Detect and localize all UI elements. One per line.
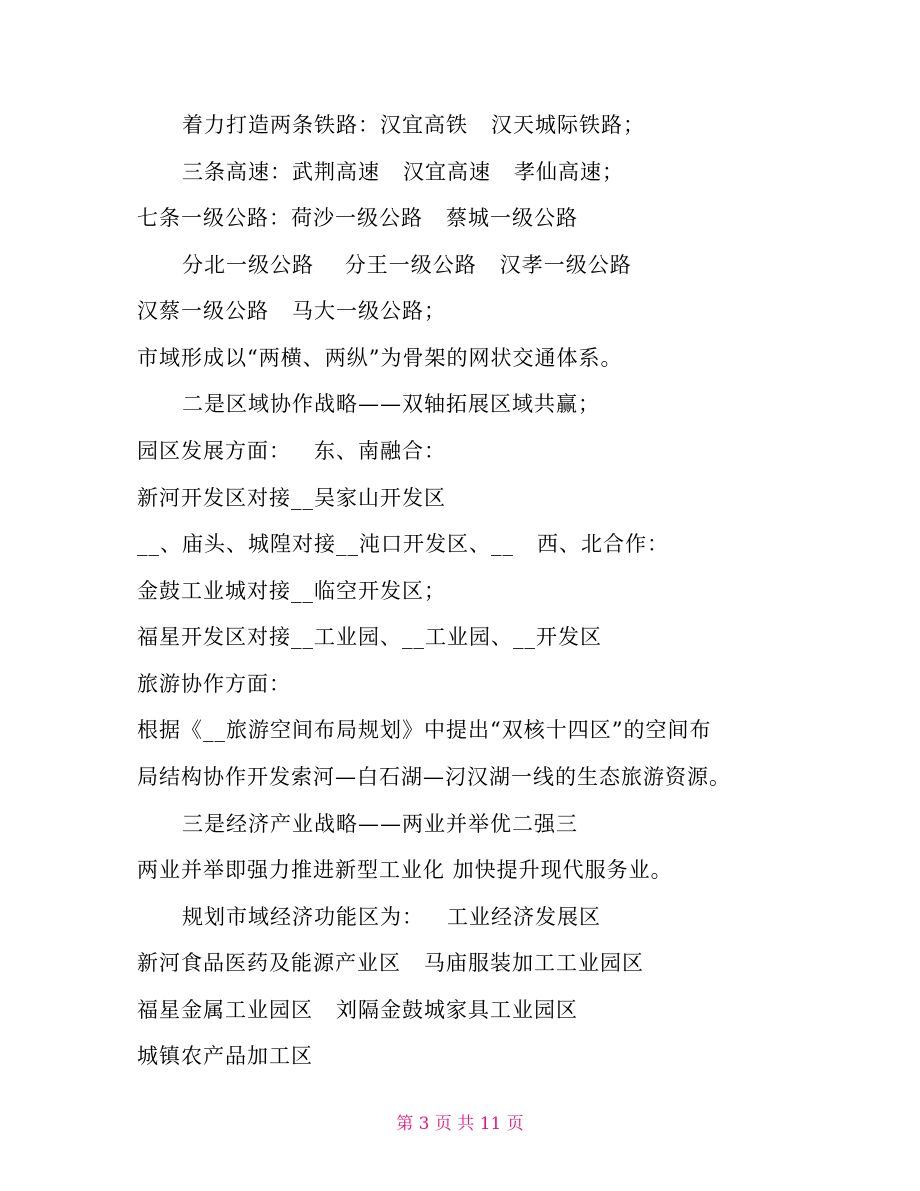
text-line-park-development: 园区发展方面： 东、南融合： — [137, 439, 447, 463]
text-line-railways: 着力打造两条铁路：汉宜高铁 汉天城际铁路； — [182, 113, 646, 137]
text-line-transport-system: 市域形成以“两横、两纵”为骨架的网状交通体系。 — [137, 346, 623, 370]
text-line-two-industries: 两业并举即强力推进新型工业化 加快提升现代服务业。 — [137, 858, 673, 882]
text-line-tourism-plan-2: 局结构协作开发索河—白石湖—汈汉湖一线的生态旅游资源。 — [137, 765, 731, 789]
text-line-regional-strategy: 二是区域协作战略——双轴拓展区域共赢； — [182, 392, 600, 416]
text-line-tourism: 旅游协作方面： — [137, 672, 291, 696]
text-line-fuxing-zone: 福星金属工业园区 刘隔金鼓城家具工业园区 — [137, 998, 579, 1022]
text-line-xinhe: 新河开发区对接__吴家山开发区 — [137, 486, 446, 510]
text-line-expressways: 三条高速：武荆高速 汉宜高速 孝仙高速； — [182, 160, 625, 184]
page-number-footer: 第 3 页 共 11 页 — [396, 1114, 524, 1134]
text-line-jingu: 金鼓工业城对接__临空开发区； — [137, 579, 446, 603]
text-line-highways-3: 汉蔡一级公路 马大一级公路； — [137, 299, 447, 323]
text-line-highways-2: 分北一级公路 分王一级公路 汉孝一级公路 — [182, 253, 632, 277]
text-line-miaotou: __、庙头、城隍对接__沌口开发区、__ 西、北合作： — [137, 532, 670, 556]
text-line-agri-zone: 城镇农产品加工区 — [137, 1044, 313, 1068]
text-line-function-zones: 规划市域经济功能区为： 工业经济发展区 — [182, 905, 602, 929]
text-line-tourism-plan: 根据《__旅游空间布局规划》中提出“双核十四区”的空间布 — [137, 718, 712, 742]
text-line-fuxing: 福星开发区对接__工业园、__工业园、__开发区 — [137, 625, 602, 649]
text-line-economic-strategy: 三是经济产业战略——两业并举优二强三 — [182, 812, 578, 836]
text-line-xinhe-zone: 新河食品医药及能源产业区 马庙服装加工工业园区 — [137, 951, 645, 975]
text-line-highways: 七条一级公路：荷沙一级公路 蔡城一级公路 — [137, 206, 579, 230]
